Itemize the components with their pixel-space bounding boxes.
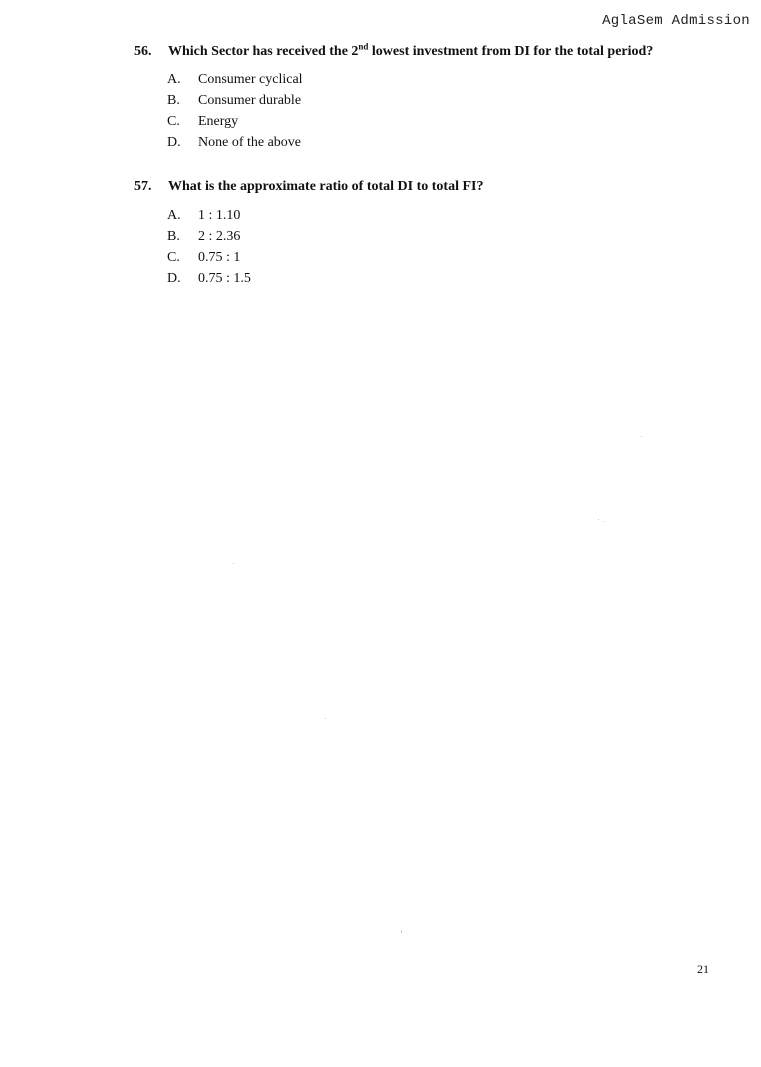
option-letter: A. bbox=[167, 72, 181, 87]
question-56 bbox=[134, 42, 714, 153]
option-a bbox=[167, 205, 714, 226]
option-letter: D. bbox=[167, 271, 181, 286]
question-line bbox=[134, 42, 714, 62]
question-number: 56. bbox=[134, 44, 152, 59]
question-number: 57. bbox=[134, 179, 152, 194]
scan-speck bbox=[325, 718, 326, 719]
option-letter: B. bbox=[167, 229, 180, 244]
option-c bbox=[167, 111, 714, 132]
option-text: 0.75 : 1 bbox=[198, 250, 241, 265]
question-text: What is the approximate ratio of total DI to total FI? bbox=[168, 179, 484, 194]
option-text: 1 : 1.10 bbox=[198, 208, 241, 223]
question-text-part: Which Sector has received the 2 bbox=[168, 44, 359, 59]
option-letter: C. bbox=[167, 250, 180, 265]
option-letter: D. bbox=[167, 135, 181, 150]
option-d bbox=[167, 132, 714, 153]
option-text: None of the above bbox=[198, 135, 302, 150]
option-text: Consumer cyclical bbox=[198, 72, 303, 87]
option-text: Consumer durable bbox=[198, 93, 302, 108]
scan-speck bbox=[598, 519, 599, 520]
scan-speck bbox=[233, 563, 234, 564]
page-number: 21 bbox=[697, 962, 709, 976]
option-b bbox=[167, 226, 714, 247]
option-letter: B. bbox=[167, 93, 180, 108]
question-line bbox=[134, 177, 714, 197]
option-letter: A. bbox=[167, 208, 181, 223]
scan-speck bbox=[641, 436, 642, 437]
option-c bbox=[167, 247, 714, 268]
option-d bbox=[167, 268, 714, 289]
scan-speck bbox=[604, 521, 605, 522]
question-text bbox=[168, 42, 653, 62]
option-text: 2 : 2.36 bbox=[198, 229, 241, 244]
option-b bbox=[167, 90, 714, 111]
option-text: Energy bbox=[198, 114, 239, 129]
question-57 bbox=[134, 177, 714, 289]
option-text: 0.75 : 1.5 bbox=[198, 271, 251, 286]
option-letter: C. bbox=[167, 114, 180, 129]
option-a bbox=[167, 69, 714, 90]
watermark-text: AglaSem Admission bbox=[602, 13, 750, 29]
option-list bbox=[167, 205, 714, 289]
question-text-part: lowest investment from DI for the total period? bbox=[368, 44, 654, 59]
scan-speck bbox=[401, 930, 402, 933]
option-list bbox=[167, 69, 714, 153]
ordinal-superscript: nd bbox=[358, 41, 369, 52]
